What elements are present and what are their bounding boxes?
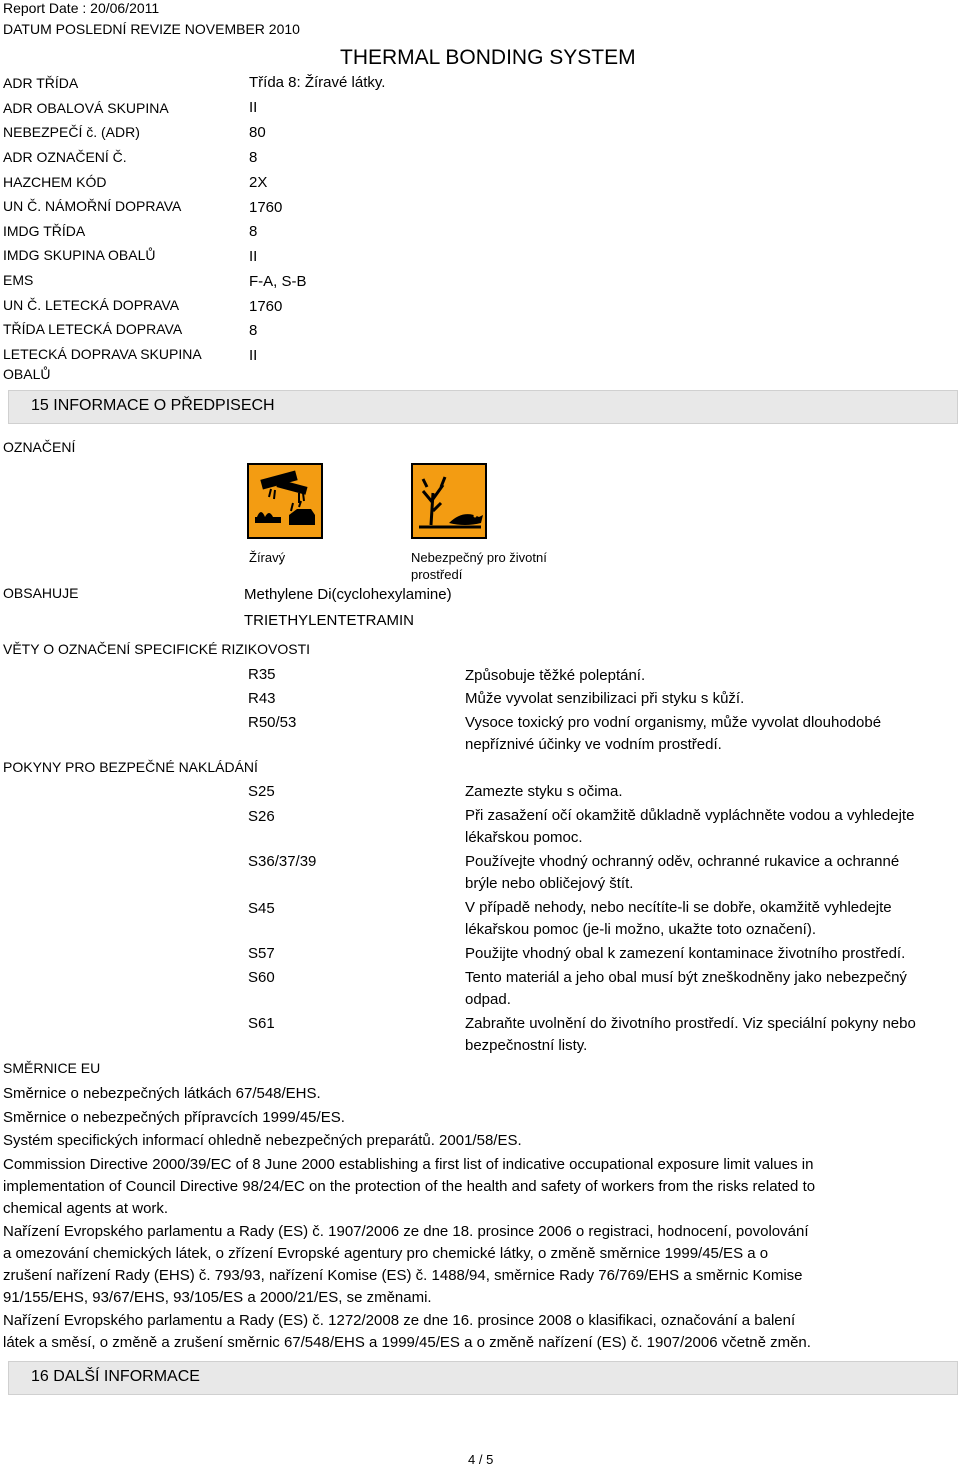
safety-text-line2: lékařskou pomoc. bbox=[465, 829, 583, 846]
hazchem-code-value: 2X bbox=[249, 174, 268, 191]
risk-text-line1: Vysoce toxický pro vodní organismy, může vyvolat dlouhodobé bbox=[465, 714, 882, 731]
adr-class-value: Třída 8: Žíravé látky. bbox=[249, 74, 386, 91]
safety-code: S60 bbox=[248, 969, 275, 986]
section-16-header bbox=[8, 1361, 958, 1395]
un-sea-label: UN Č. NÁMOŘNÍ DOPRAVA bbox=[3, 198, 182, 214]
revision-date: DATUM POSLEDNÍ REVIZE NOVEMBER 2010 bbox=[3, 21, 300, 37]
safety-code: S36/37/39 bbox=[248, 853, 317, 870]
safety-text-line1: V případě nehody, nebo necítíte-li se dobře, okamžitě vyhledejte bbox=[465, 899, 892, 916]
safety-code: S45 bbox=[248, 900, 275, 917]
contains-item-1: Methylene Di(cyclohexylamine) bbox=[244, 586, 452, 603]
eu-directive-line: zrušení nařízení Rady (EHS) č. 793/93, nařízení Komise (ES) č. 1488/94, směrnice Rady 76/769/EHS a směrnic Komise bbox=[3, 1267, 803, 1284]
eu-directive-line: Nařízení Evropského parlamentu a Rady (ES) č. 1272/2008 ze dne 16. prosince 2008 o klasifikaci, označování a balení bbox=[3, 1312, 796, 1329]
risk-text-line2: nepříznivé účinky ve vodním prostředí. bbox=[465, 736, 722, 753]
imdg-class-value: 8 bbox=[249, 223, 258, 240]
adr-hazard-number-label: NEBEZPEČÍ č. (ADR) bbox=[3, 124, 140, 140]
safety-text-line2: bezpečnostní listy. bbox=[465, 1037, 588, 1054]
environment-caption-line2: prostředí bbox=[411, 567, 463, 582]
labeling-label: OZNAČENÍ bbox=[3, 439, 76, 455]
hazchem-code-label: HAZCHEM KÓD bbox=[3, 174, 107, 190]
adr-label-number-label: ADR OZNAČENÍ Č. bbox=[3, 149, 127, 165]
eu-directive-line: Commission Directive 2000/39/EC of 8 June 2000 establishing a first list of indicative occupational exposure limit values in bbox=[3, 1156, 814, 1173]
eu-directive-line: implementation of Council Directive 98/24/EC on the protection of the health and safety of workers from the risks related to bbox=[3, 1178, 816, 1195]
contains-item-2: TRIETHYLENTETRAMIN bbox=[244, 612, 415, 629]
eu-directive-line: Směrnice o nebezpečných látkách 67/548/EHS. bbox=[3, 1085, 321, 1102]
eu-directive-line: Systém specifických informací ohledně nebezpečných preparátů. 2001/58/ES. bbox=[3, 1132, 522, 1149]
air-class-label: TŘÍDA LETECKÁ DOPRAVA bbox=[3, 321, 183, 337]
safety-phrases-label: POKYNY PRO BEZPEČNÉ NAKLÁDÁNÍ bbox=[3, 759, 258, 775]
safety-text: Použijte vhodný obal k zamezení kontaminace životního prostředí. bbox=[465, 945, 906, 962]
eu-directive-line: Nařízení Evropského parlamentu a Rady (ES) č. 1907/2006 ze dne 18. prosince 2006 o registraci, hodnocení, povolování bbox=[3, 1223, 809, 1240]
risk-phrases-label: VĚTY O OZNAČENÍ SPECIFICKÉ RIZIKOVOSTI bbox=[3, 641, 311, 657]
adr-hazard-number-value: 80 bbox=[249, 124, 266, 141]
safety-text-line1: Používejte vhodný ochranný oděv, ochranné rukavice a ochranné bbox=[465, 853, 900, 870]
adr-packing-group-label: ADR OBALOVÁ SKUPINA bbox=[3, 100, 169, 116]
section-15-title: 15 INFORMACE O PŘEDPISECH bbox=[31, 397, 275, 414]
safety-text-line1: Tento materiál a jeho obal musí být zneškodněny jako nebezpečný bbox=[465, 969, 907, 986]
corrosive-pictogram bbox=[247, 463, 323, 539]
eu-directive-line: chemical agents at work. bbox=[3, 1200, 169, 1217]
imdg-class-label: IMDG TŘÍDA bbox=[3, 223, 86, 239]
imdg-packing-group-value: II bbox=[249, 248, 258, 265]
adr-label-number-value: 8 bbox=[249, 149, 258, 166]
section-16-title: 16 DALŠÍ INFORMACE bbox=[31, 1368, 200, 1385]
ems-label: EMS bbox=[3, 272, 34, 288]
risk-text: Způsobuje těžké poleptání. bbox=[465, 667, 646, 684]
safety-text-line2: brýle nebo obličejový štít. bbox=[465, 875, 634, 892]
adr-class-label: ADR TŘÍDA bbox=[3, 75, 79, 91]
risk-code: R43 bbox=[248, 690, 276, 707]
air-packing-group-label-line1: LETECKÁ DOPRAVA SKUPINA bbox=[3, 346, 202, 362]
section-15-header bbox=[8, 390, 958, 424]
environment-caption-line1: Nebezpečný pro životní bbox=[411, 550, 547, 565]
un-sea-value: 1760 bbox=[249, 199, 283, 216]
safety-text-line2: odpad. bbox=[465, 991, 511, 1008]
air-packing-group-value: II bbox=[249, 347, 258, 364]
eu-directive-line: a omezování chemických látek, o zřízení Evropské agentury pro chemické látky, o změně směrnice 1999/45/ES a o bbox=[3, 1245, 769, 1262]
environment-pictogram bbox=[411, 463, 487, 539]
contains-label: OBSAHUJE bbox=[3, 585, 79, 601]
safety-code: S57 bbox=[248, 945, 275, 962]
safety-code: S25 bbox=[248, 783, 275, 800]
risk-code: R35 bbox=[248, 666, 276, 683]
risk-code: R50/53 bbox=[248, 714, 297, 731]
air-class-value: 8 bbox=[249, 322, 258, 339]
safety-text: Zamezte styku s očima. bbox=[465, 783, 623, 800]
ems-value: F-A, S-B bbox=[249, 273, 307, 290]
safety-text-line2: lékařskou pomoc (je-li možno, ukažte toto označení). bbox=[465, 921, 816, 938]
eu-directive-line: 91/155/EHS, 93/67/EHS, 93/105/ES a 2000/21/ES, se změnami. bbox=[3, 1289, 432, 1306]
eu-directive-line: látek a směsí, o změně a zrušení směrnic 67/548/EHS a 1999/45/ES a o změně nařízení (ES) č. 1907/2006 včetně změn. bbox=[3, 1334, 811, 1351]
page-number: 4 / 5 bbox=[468, 1452, 494, 1467]
eu-directive-line: Směrnice o nebezpečných přípravcích 1999/45/ES. bbox=[3, 1109, 345, 1126]
air-packing-group-label-line2: OBALŮ bbox=[3, 366, 51, 382]
safety-text-line1: Při zasažení očí okamžitě důkladně vypláchněte vodou a vyhledejte bbox=[465, 807, 915, 824]
corrosive-caption: Žíravý bbox=[249, 550, 286, 565]
imdg-packing-group-label: IMDG SKUPINA OBALŮ bbox=[3, 247, 156, 263]
product-name: THERMAL BONDING SYSTEM bbox=[340, 46, 636, 69]
safety-text-line1: Zabraňte uvolnění do životního prostředí. Viz speciální pokyny nebo bbox=[465, 1015, 916, 1032]
report-date: Report Date : 20/06/2011 bbox=[3, 0, 160, 16]
eu-directives-label: SMĚRNICE EU bbox=[3, 1060, 101, 1076]
risk-text: Může vyvolat senzibilizaci při styku s kůží. bbox=[465, 690, 745, 707]
un-air-value: 1760 bbox=[249, 298, 283, 315]
safety-code: S26 bbox=[248, 808, 275, 825]
safety-code: S61 bbox=[248, 1015, 275, 1032]
un-air-label: UN Č. LETECKÁ DOPRAVA bbox=[3, 297, 180, 313]
adr-packing-group-value: II bbox=[249, 99, 258, 116]
